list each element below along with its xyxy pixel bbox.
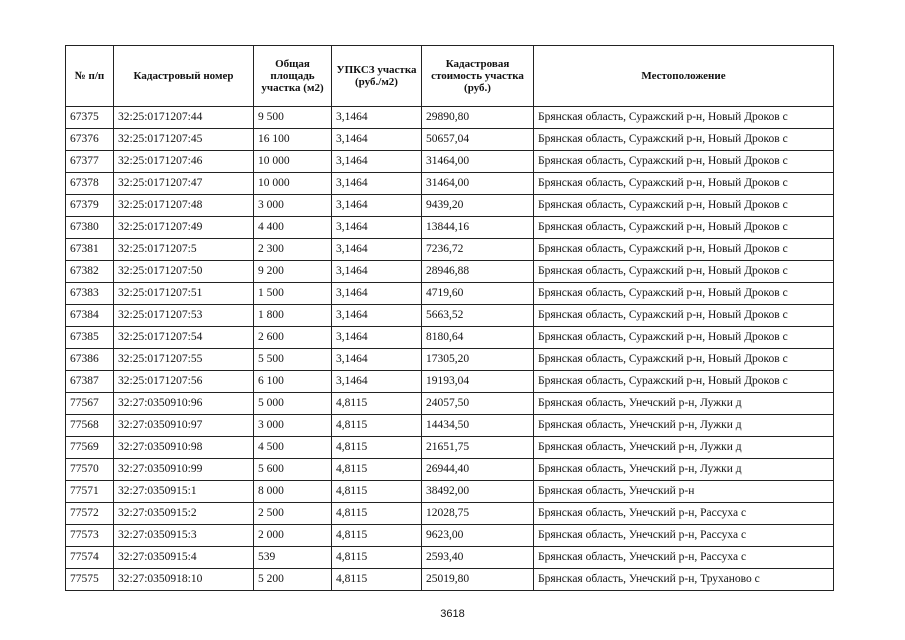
cell-area: 2 000 [254, 525, 332, 547]
cell-location: Брянская область, Суражский р-н, Новый Дроков с [534, 261, 834, 283]
cell-location: Брянская область, Суражский р-н, Новый Дроков с [534, 327, 834, 349]
cell-upksz: 3,1464 [332, 129, 422, 151]
cell-upksz: 3,1464 [332, 107, 422, 129]
cell-upksz: 4,8115 [332, 547, 422, 569]
table-row [66, 151, 834, 173]
table-row [66, 283, 834, 305]
cell-cadastral-number: 32:25:0171207:51 [114, 283, 254, 305]
cell-area: 1 800 [254, 305, 332, 327]
cell-row-num: 77567 [66, 393, 114, 415]
cell-cadastral-cost: 8180,64 [422, 327, 534, 349]
cell-location: Брянская область, Суражский р-н, Новый Дроков с [534, 349, 834, 371]
cell-cadastral-cost: 24057,50 [422, 393, 534, 415]
cell-upksz: 3,1464 [332, 305, 422, 327]
cell-location: Брянская область, Унечский р-н, Рассуха с [534, 525, 834, 547]
cell-cadastral-cost: 28946,88 [422, 261, 534, 283]
cell-area: 5 200 [254, 569, 332, 591]
cell-row-num: 77571 [66, 481, 114, 503]
header-location: Местоположение [534, 46, 834, 107]
header-cadastral-number: Кадастровый номер [114, 46, 254, 107]
cell-cadastral-cost: 26944,40 [422, 459, 534, 481]
cell-cadastral-number: 32:27:0350910:99 [114, 459, 254, 481]
cell-cadastral-number: 32:27:0350915:2 [114, 503, 254, 525]
cell-row-num: 77568 [66, 415, 114, 437]
cell-upksz: 3,1464 [332, 217, 422, 239]
cell-area: 10 000 [254, 151, 332, 173]
cell-location: Брянская область, Суражский р-н, Новый Дроков с [534, 305, 834, 327]
cell-cadastral-number: 32:25:0171207:46 [114, 151, 254, 173]
cell-cadastral-number: 32:25:0171207:50 [114, 261, 254, 283]
table-row [66, 239, 834, 261]
cell-area: 2 300 [254, 239, 332, 261]
cell-area: 3 000 [254, 195, 332, 217]
cell-row-num: 67379 [66, 195, 114, 217]
cell-location: Брянская область, Суражский р-н, Новый Дроков с [534, 173, 834, 195]
header-num: № п/п [66, 46, 114, 107]
cell-cadastral-cost: 21651,75 [422, 437, 534, 459]
cell-cadastral-number: 32:27:0350915:4 [114, 547, 254, 569]
cell-upksz: 3,1464 [332, 349, 422, 371]
cell-location: Брянская область, Унечский р-н, Рассуха с [534, 503, 834, 525]
cell-upksz: 4,8115 [332, 525, 422, 547]
cell-cadastral-number: 32:27:0350910:97 [114, 415, 254, 437]
cell-location: Брянская область, Унечский р-н, Лужки д [534, 393, 834, 415]
cell-location: Брянская область, Суражский р-н, Новый Дроков с [534, 107, 834, 129]
cell-upksz: 3,1464 [332, 173, 422, 195]
table-row [66, 437, 834, 459]
table-row [66, 217, 834, 239]
table-row [66, 569, 834, 591]
cell-cadastral-cost: 19193,04 [422, 371, 534, 393]
cell-cadastral-number: 32:25:0171207:44 [114, 107, 254, 129]
cell-cadastral-cost: 9439,20 [422, 195, 534, 217]
cell-cadastral-cost: 31464,00 [422, 173, 534, 195]
cell-area: 9 200 [254, 261, 332, 283]
cell-upksz: 4,8115 [332, 481, 422, 503]
cell-area: 5 500 [254, 349, 332, 371]
cell-location: Брянская область, Суражский р-н, Новый Дроков с [534, 283, 834, 305]
cell-cadastral-number: 32:25:0171207:55 [114, 349, 254, 371]
table-row [66, 195, 834, 217]
cell-upksz: 3,1464 [332, 283, 422, 305]
cell-cadastral-cost: 25019,80 [422, 569, 534, 591]
table-row [66, 547, 834, 569]
cell-area: 10 000 [254, 173, 332, 195]
cell-cadastral-cost: 2593,40 [422, 547, 534, 569]
cell-cadastral-cost: 7236,72 [422, 239, 534, 261]
cell-location: Брянская область, Унечский р-н, Труханово с [534, 569, 834, 591]
cell-upksz: 3,1464 [332, 239, 422, 261]
cell-cadastral-cost: 50657,04 [422, 129, 534, 151]
cell-row-num: 67384 [66, 305, 114, 327]
cell-cadastral-number: 32:25:0171207:45 [114, 129, 254, 151]
table-row [66, 349, 834, 371]
cell-cadastral-cost: 14434,50 [422, 415, 534, 437]
cell-area: 5 000 [254, 393, 332, 415]
table-row [66, 305, 834, 327]
cell-row-num: 67383 [66, 283, 114, 305]
cell-area: 4 400 [254, 217, 332, 239]
cell-cadastral-number: 32:25:0171207:47 [114, 173, 254, 195]
cell-upksz: 4,8115 [332, 393, 422, 415]
table-row [66, 393, 834, 415]
cell-cadastral-cost: 4719,60 [422, 283, 534, 305]
cell-cadastral-cost: 17305,20 [422, 349, 534, 371]
cell-location: Брянская область, Суражский р-н, Новый Дроков с [534, 217, 834, 239]
cell-area: 3 000 [254, 415, 332, 437]
table-row [66, 261, 834, 283]
cell-location: Брянская область, Суражский р-н, Новый Дроков с [534, 195, 834, 217]
cell-location: Брянская область, Суражский р-н, Новый Дроков с [534, 151, 834, 173]
cell-upksz: 3,1464 [332, 195, 422, 217]
cell-upksz: 3,1464 [332, 327, 422, 349]
table-row [66, 371, 834, 393]
cadastral-table [65, 45, 834, 591]
cell-row-num: 67382 [66, 261, 114, 283]
cell-row-num: 77575 [66, 569, 114, 591]
cell-upksz: 4,8115 [332, 437, 422, 459]
header-area: Общая площадь участка (м2) [254, 46, 332, 107]
cell-row-num: 67378 [66, 173, 114, 195]
cell-location: Брянская область, Суражский р-н, Новый Дроков с [534, 239, 834, 261]
cell-cadastral-number: 32:25:0171207:54 [114, 327, 254, 349]
table-body [66, 107, 834, 591]
cell-cadastral-number: 32:25:0171207:49 [114, 217, 254, 239]
cell-row-num: 67377 [66, 151, 114, 173]
cell-location: Брянская область, Унечский р-н, Рассуха с [534, 547, 834, 569]
table-row [66, 327, 834, 349]
cell-cadastral-cost: 13844,16 [422, 217, 534, 239]
cell-row-num: 77573 [66, 525, 114, 547]
cell-cadastral-number: 32:25:0171207:53 [114, 305, 254, 327]
cell-cadastral-number: 32:27:0350910:96 [114, 393, 254, 415]
table-row [66, 459, 834, 481]
cell-row-num: 67375 [66, 107, 114, 129]
cell-row-num: 77574 [66, 547, 114, 569]
cell-cadastral-number: 32:27:0350918:10 [114, 569, 254, 591]
cell-row-num: 67381 [66, 239, 114, 261]
table-row [66, 129, 834, 151]
cell-cadastral-number: 32:25:0171207:56 [114, 371, 254, 393]
cell-area: 2 600 [254, 327, 332, 349]
cell-area: 4 500 [254, 437, 332, 459]
cell-location: Брянская область, Суражский р-н, Новый Дроков с [534, 129, 834, 151]
cell-upksz: 4,8115 [332, 503, 422, 525]
cell-upksz: 3,1464 [332, 371, 422, 393]
cell-cadastral-number: 32:27:0350910:98 [114, 437, 254, 459]
cell-cadastral-cost: 29890,80 [422, 107, 534, 129]
cell-cadastral-number: 32:27:0350915:3 [114, 525, 254, 547]
cell-row-num: 67386 [66, 349, 114, 371]
cell-upksz: 3,1464 [332, 261, 422, 283]
cell-cadastral-cost: 12028,75 [422, 503, 534, 525]
cell-cadastral-cost: 9623,00 [422, 525, 534, 547]
cell-area: 539 [254, 547, 332, 569]
header-upksz: УПКСЗ участка (руб./м2) [332, 46, 422, 107]
cell-row-num: 67385 [66, 327, 114, 349]
cell-location: Брянская область, Унечский р-н, Лужки д [534, 459, 834, 481]
cell-upksz: 3,1464 [332, 151, 422, 173]
table-row [66, 173, 834, 195]
cell-cadastral-number: 32:27:0350915:1 [114, 481, 254, 503]
header-cadastral-cost: Кадастровая стоимость участка (руб.) [422, 46, 534, 107]
table-row [66, 481, 834, 503]
cell-upksz: 4,8115 [332, 569, 422, 591]
cell-location: Брянская область, Унечский р-н, Лужки д [534, 437, 834, 459]
cell-area: 9 500 [254, 107, 332, 129]
cell-area: 16 100 [254, 129, 332, 151]
header-row [66, 46, 834, 107]
cell-area: 6 100 [254, 371, 332, 393]
cell-cadastral-number: 32:25:0171207:5 [114, 239, 254, 261]
cell-row-num: 77569 [66, 437, 114, 459]
page-number: 3618 [440, 608, 465, 620]
cell-upksz: 4,8115 [332, 459, 422, 481]
table-row [66, 415, 834, 437]
cell-row-num: 67387 [66, 371, 114, 393]
table-row [66, 503, 834, 525]
cell-area: 5 600 [254, 459, 332, 481]
cell-row-num: 67376 [66, 129, 114, 151]
cell-cadastral-cost: 38492,00 [422, 481, 534, 503]
cell-row-num: 67380 [66, 217, 114, 239]
cell-area: 8 000 [254, 481, 332, 503]
cell-upksz: 4,8115 [332, 415, 422, 437]
cell-location: Брянская область, Унечский р-н [534, 481, 834, 503]
table-row [66, 107, 834, 129]
cell-row-num: 77570 [66, 459, 114, 481]
cell-area: 2 500 [254, 503, 332, 525]
cell-location: Брянская область, Суражский р-н, Новый Дроков с [534, 371, 834, 393]
cell-cadastral-cost: 31464,00 [422, 151, 534, 173]
cell-area: 1 500 [254, 283, 332, 305]
table-row [66, 525, 834, 547]
cell-cadastral-number: 32:25:0171207:48 [114, 195, 254, 217]
cell-cadastral-cost: 5663,52 [422, 305, 534, 327]
cell-row-num: 77572 [66, 503, 114, 525]
cell-location: Брянская область, Унечский р-н, Лужки д [534, 415, 834, 437]
